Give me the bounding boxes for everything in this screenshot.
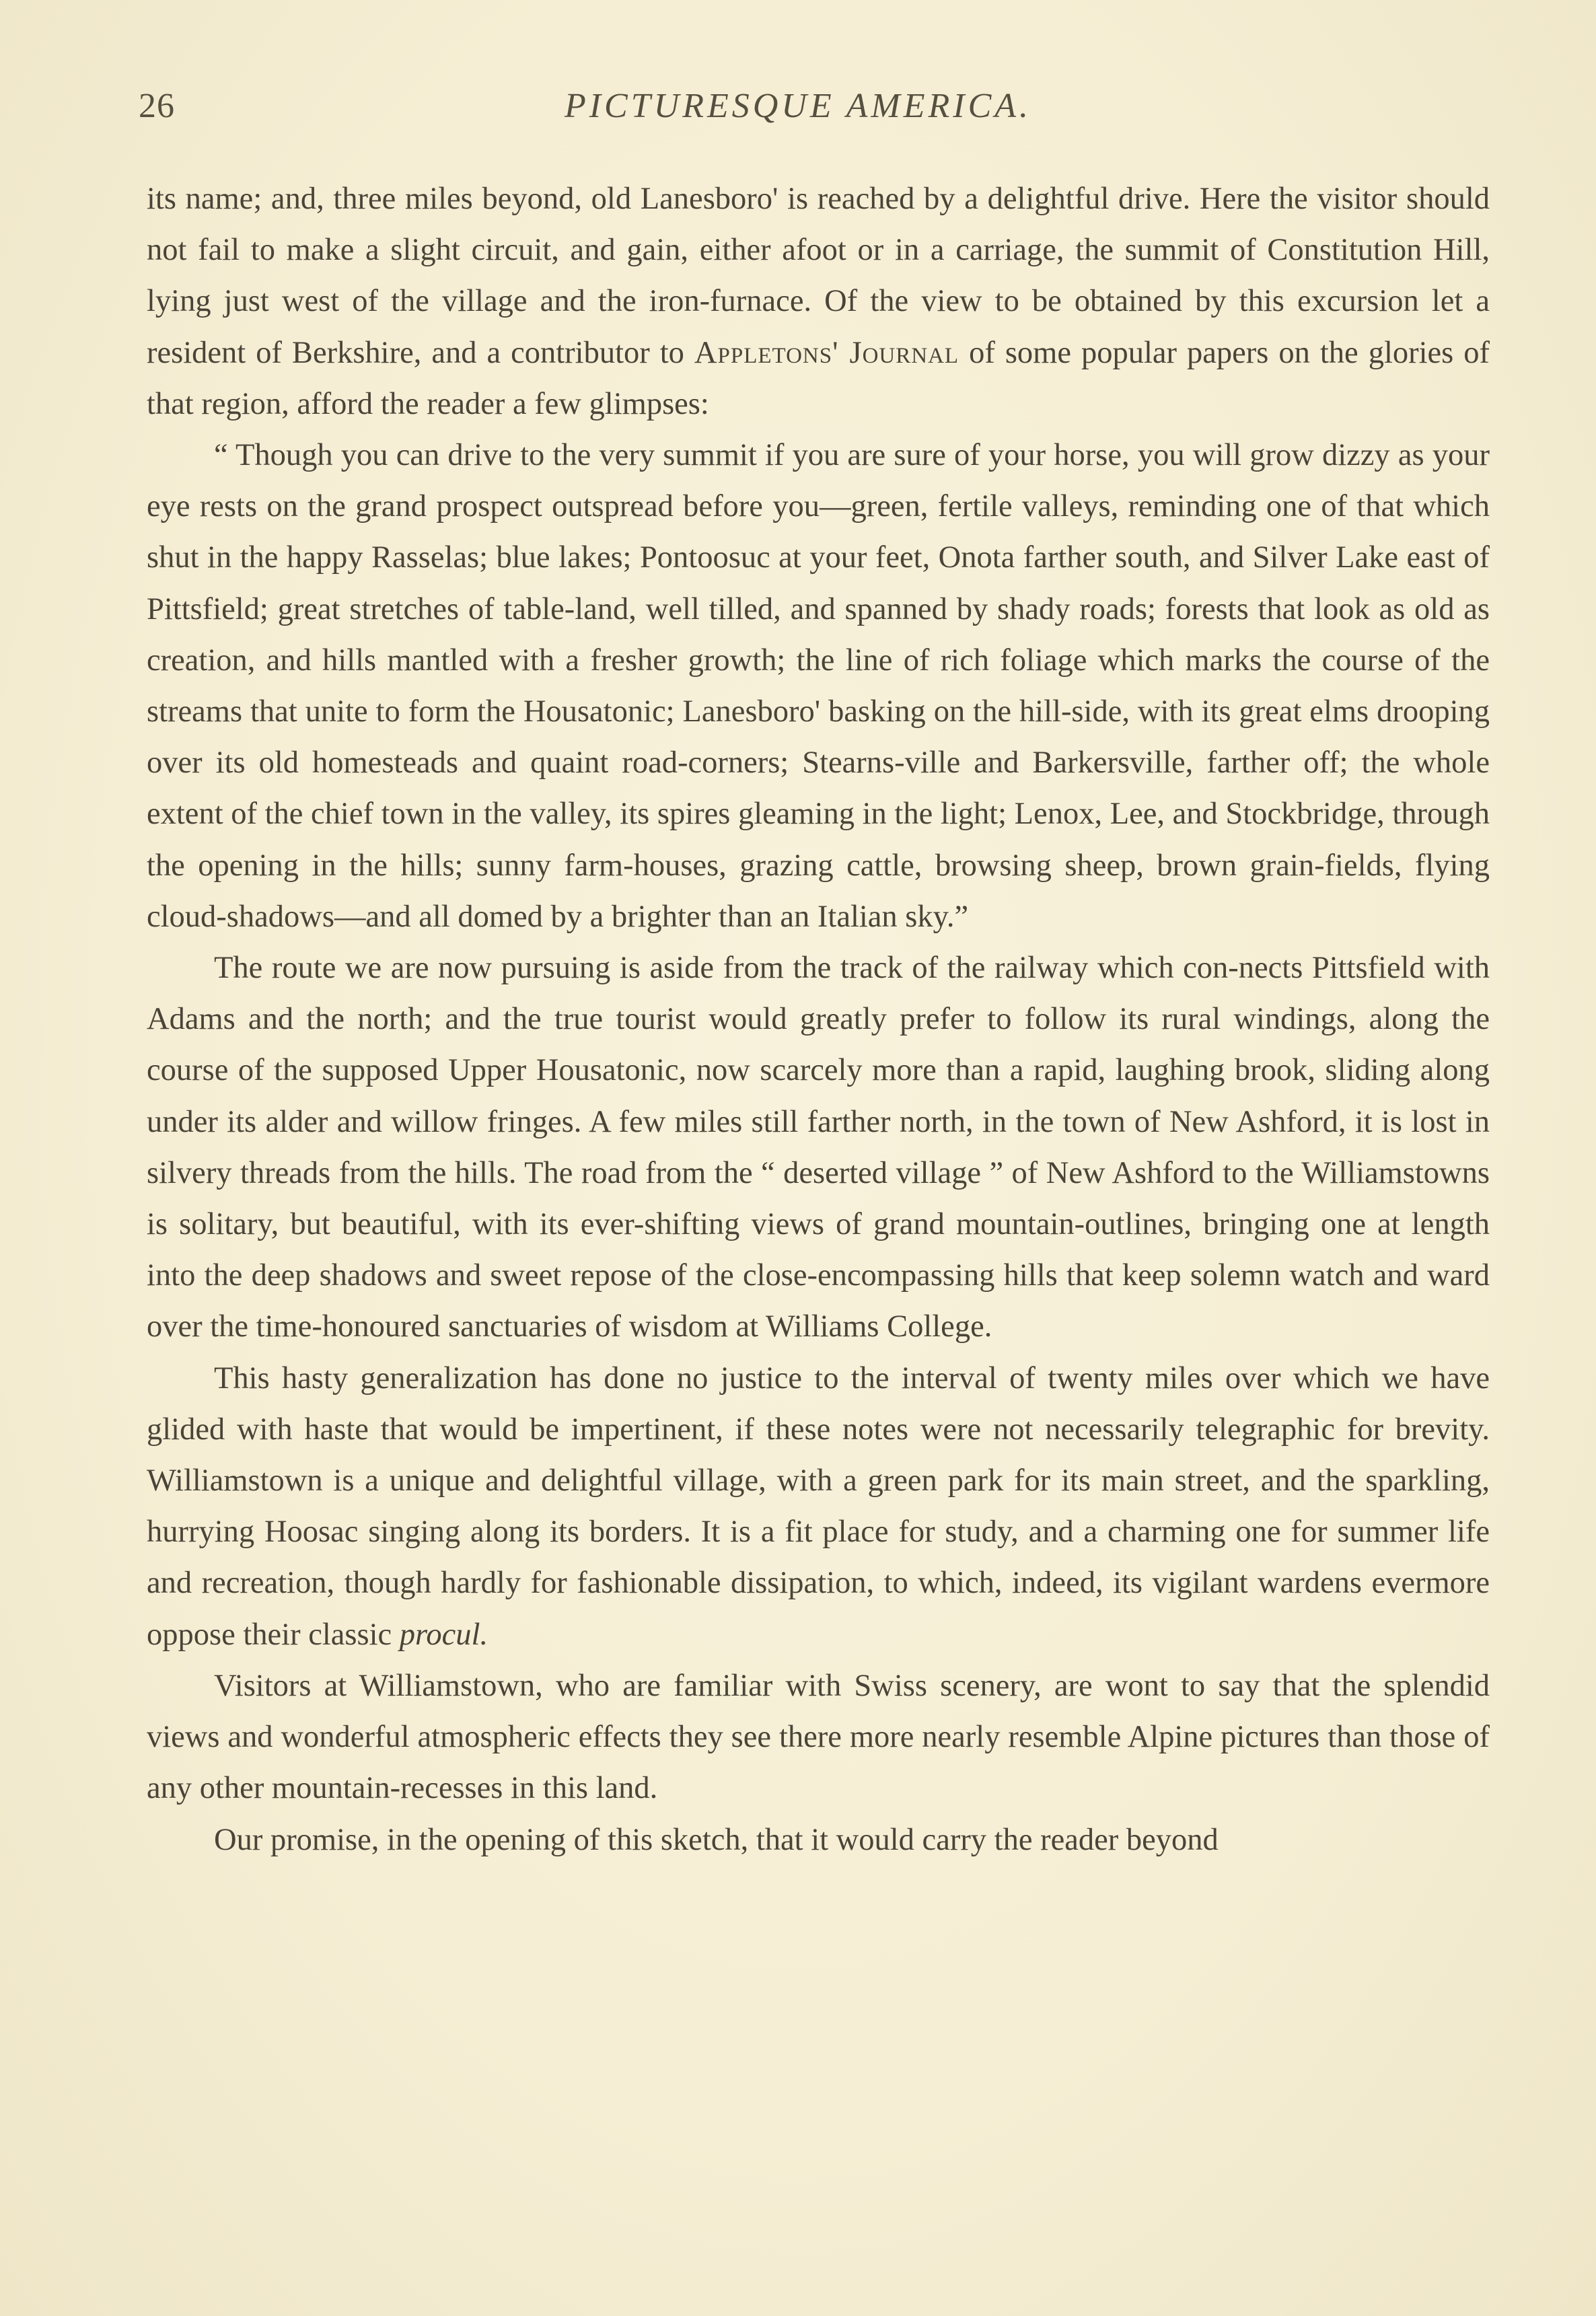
paragraph: Visitors at Williamstown, who are familiar with Swiss scenery, are wont to say that the splendid views and wonderful atmospheric effects they see there more nearly resemble Alpine pictures than those of any other mountain-recesses in this land. [147, 1668, 1490, 1806]
paragraph-quotation: “ Though you can drive to the very summit if you are sure of your horse, you will grow dizzy as your eye rests on the grand prospect outspread before you—green, fertile valleys, reminding one of that which shut in the happy Rasselas; blue lakes; Pontoosuc at your feet, Onota farther south, and Silver Lake east of Pittsfield; great stretches of table-land, well tilled, and spanned by shady roads; forests that look as old as creation, and hills mantled with a fresher growth; the line of rich foliage which marks the course of the streams that unite to form the Housatonic; Lanesboro' basking on the hill-side, with its great elms drooping over its old homesteads and quaint road-corners; Stearns-ville and Barkersville, farther off; the whole extent of the chief town in the valley, its spires gleaming in the light; Lenox, Lee, and Stockbridge, through the opening in the hills; sunny farm-houses, grazing cattle, browsing sheep, brown grain-fields, flying cloud-shadows—and all domed by a brighter than an Italian sky.” [147, 438, 1490, 934]
italic-word: procul. [399, 1617, 488, 1652]
paragraph: This hasty generalization has done no justice to the interval of twenty miles over which we have glided with haste that would be impertinent, if these notes were not necessarily telegraphic for brevity. Williamstown is a unique and delightful village, with a green park for its main street, and the sparkling, hurrying Hoosac singing along its borders. It is a fit place for study, and a charming one for summer life and recreation, though hardly for fashionable dissipation, to which, indeed, its vigilant wardens evermore oppose their classic procul. [147, 1361, 1490, 1652]
paragraph: The route we are now pursuing is aside from the track of the railway which con-nects Pittsfield with Adams and the north; and the true tourist would greatly prefer to follow its rural windings, along the course of the supposed Upper Housatonic, now scarcely more than a rapid, laughing brook, sliding along under its alder and willow fringes. A few miles still farther north, in the town of New Ashford, it is lost in silvery threads from the hills. The road from the “ deserted village ” of New Ashford to the Williamstowns is solitary, but beautiful, with its ever-shifting views of grand mountain-outlines, bringing one at length into the deep shadows and sweet repose of the close-encompassing hills that keep solemn watch and ward over the time-honoured sanctuaries of wisdom at Williams College. [147, 951, 1490, 1344]
paragraph: its name; and, three miles beyond, old Lanesboro' is reached by a delightful drive. Here the visitor should not fail to make a slight circuit, and gain, either afoot or in a carriage, the summit of Constitution Hill, lying just west of the village and the iron-furnace. Of the view to be obtained by this excursion let a resident of Berkshire, and a contributor to Appletons' Journal of some popular papers on the glories of that region, afford the reader a few glimpses: [147, 182, 1490, 421]
running-title: PICTURESQUE AMERICA. [564, 87, 1032, 125]
page-header [0, 86, 1596, 140]
page-number: 26 [139, 87, 175, 125]
paragraph: Our promise, in the opening of this sketch, that it would carry the reader beyond [214, 1822, 1219, 1857]
body-text [147, 174, 1490, 1866]
journal-name: Appletons' Journal [694, 335, 959, 370]
